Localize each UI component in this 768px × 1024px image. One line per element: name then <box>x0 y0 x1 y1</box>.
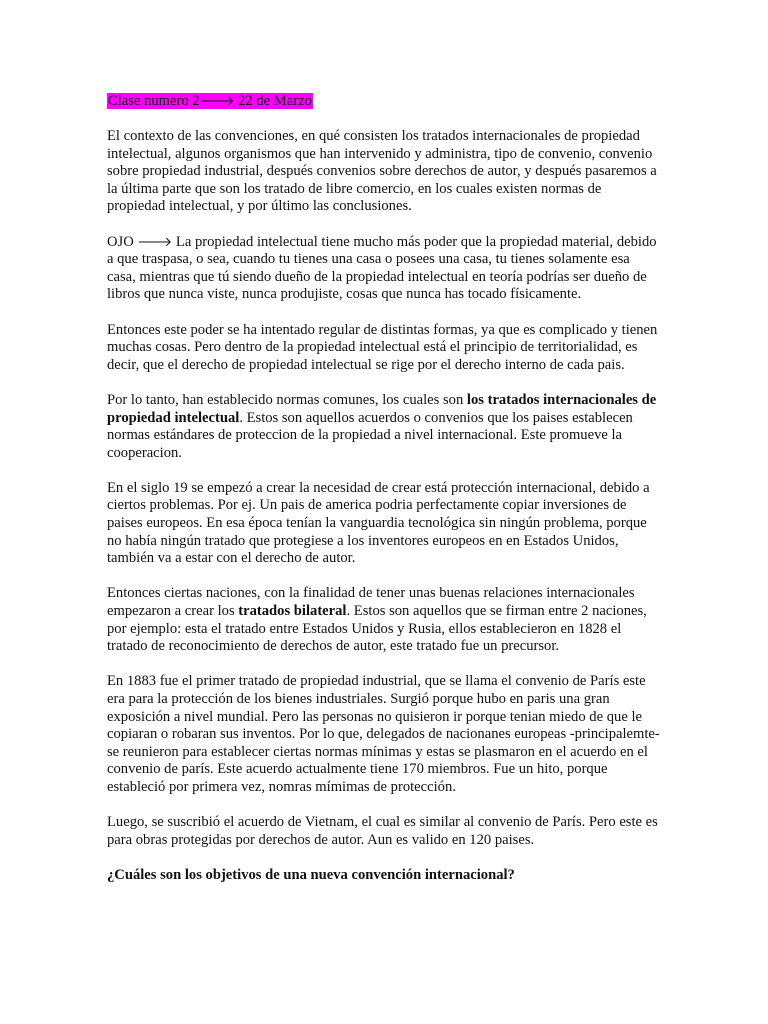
right-arrow-icon: 🡒 <box>199 94 235 109</box>
right-arrow-icon: 🡒 <box>137 234 173 250</box>
body-paragraph <box>107 128 660 216</box>
body-paragraph <box>107 234 660 304</box>
class-heading <box>107 93 660 111</box>
paragraph-list <box>107 128 660 849</box>
bold-term: los tratados internacionales de propiedad intelectual <box>107 391 657 426</box>
class-heading-highlight <box>107 93 313 109</box>
paragraph-text: Entonces este poder se ha intentado regular de distintas formas, ya que es complicado y tienen muchas cosas. Pero dentro de la propiedad intelectual está el principio de territorialidad, es decir, que el derecho de propiedad intelectual se rige por el derecho interno de cada pais. <box>107 321 658 373</box>
body-paragraph <box>107 585 660 655</box>
paragraph-text: En el siglo 19 se empezó a crear la necesidad de crear está protección internacional, debido a ciertos problemas. Por ej. Un pais de america podria perfectamente copiar inversiones de paises europeos. En esa época tenían la vanguardia tecnológica sin ningún problema, porque no había ningún tratado que protegiese a los inventores europeos en en Estados Unidos, también va a estar con el derecho de autor. <box>107 479 650 567</box>
section-question: ¿Cuáles son los objetivos de una nueva convención internacional? <box>107 866 515 883</box>
body-paragraph <box>107 480 660 568</box>
paragraph-text: . Estos son aquellos acuerdos o convenios que los paises establecen normas estándares de proteccion de la propiedad a nivel internacional. Este promueve la cooperacion. <box>107 409 633 461</box>
class-heading-date: 22 de Marzo <box>234 93 312 109</box>
paragraph-text: En 1883 fue el primer tratado de propiedad industrial, que se llama el convenio de París este era para la protección de los bienes industriales. Surgió porque hubo en paris una gran exposición a nivel mundial. Pero las personas no quisieron ir porque tenian miedo de que le copiaran o robaran sus inventos. Por lo que, delegados de nacionanes europeas -principalemte- se reunieron para establecer ciertas normas mínimas y estas se plasmaron en el acuerdo en el convenio de parís. Este acuerdo actualmente tiene 170 miembros. Fue un hito, porque estableció por primera vez, nomras mímimas de protección. <box>107 673 660 795</box>
class-heading-title: Clase numero 2 <box>108 93 200 109</box>
paragraph-text: Entonces ciertas naciones, con la finalidad de tener unas buenas relaciones internacionales empezaron a crear los <box>107 585 635 620</box>
paragraph-text: Por lo tanto, han establecido normas comunes, los cuales son <box>107 391 467 408</box>
paragraph-text: OJO <box>107 233 138 250</box>
body-paragraph <box>107 392 660 462</box>
body-paragraph <box>107 322 660 375</box>
body-paragraph <box>107 673 660 796</box>
paragraph-text: La propiedad intelectual tiene mucho más poder que la propiedad material, debido a que traspasa, o sea, cuando tu tienes una casa o posees una casa, tu tienes solamente esa casa, mientras que tú siendo dueño de la propiedad intelectual en teoría podrías ser dueño de libros que nunca viste, nunca produjiste, cosas que nunca has tocado físicamente. <box>107 233 657 303</box>
paragraph-text: . Estos son aquellos que se firman entre 2 naciones, por ejemplo: esta el tratado entre Estados Unidos y Rusia, ellos establecieron en 1828 el tratado de reconocimiento de derechos de autor, este tratado fue un precursor. <box>107 603 647 655</box>
paragraph-text: El contexto de las convenciones, en qué consisten los tratados internacionales de propiedad intelectual, algunos organismos que han intervenido y administra, tipo de convenio, convenio sobre propiedad industrial, después convenios sobre derechos de autor, y después pasaremos a la última parte que son los tratado de libre comercio, en los cuales existen normas de propiedad intelectual, y por último las conclusiones. <box>107 128 657 215</box>
body-paragraph <box>107 814 660 849</box>
bold-term: tratados bilateral <box>238 603 347 620</box>
document-page <box>107 93 660 885</box>
paragraph-text: Luego, se suscribió el acuerdo de Vietnam, el cual es similar al convenio de París. Pero este es para obras protegidas por derechos de autor. Aun es valido en 120 paises. <box>107 814 658 848</box>
